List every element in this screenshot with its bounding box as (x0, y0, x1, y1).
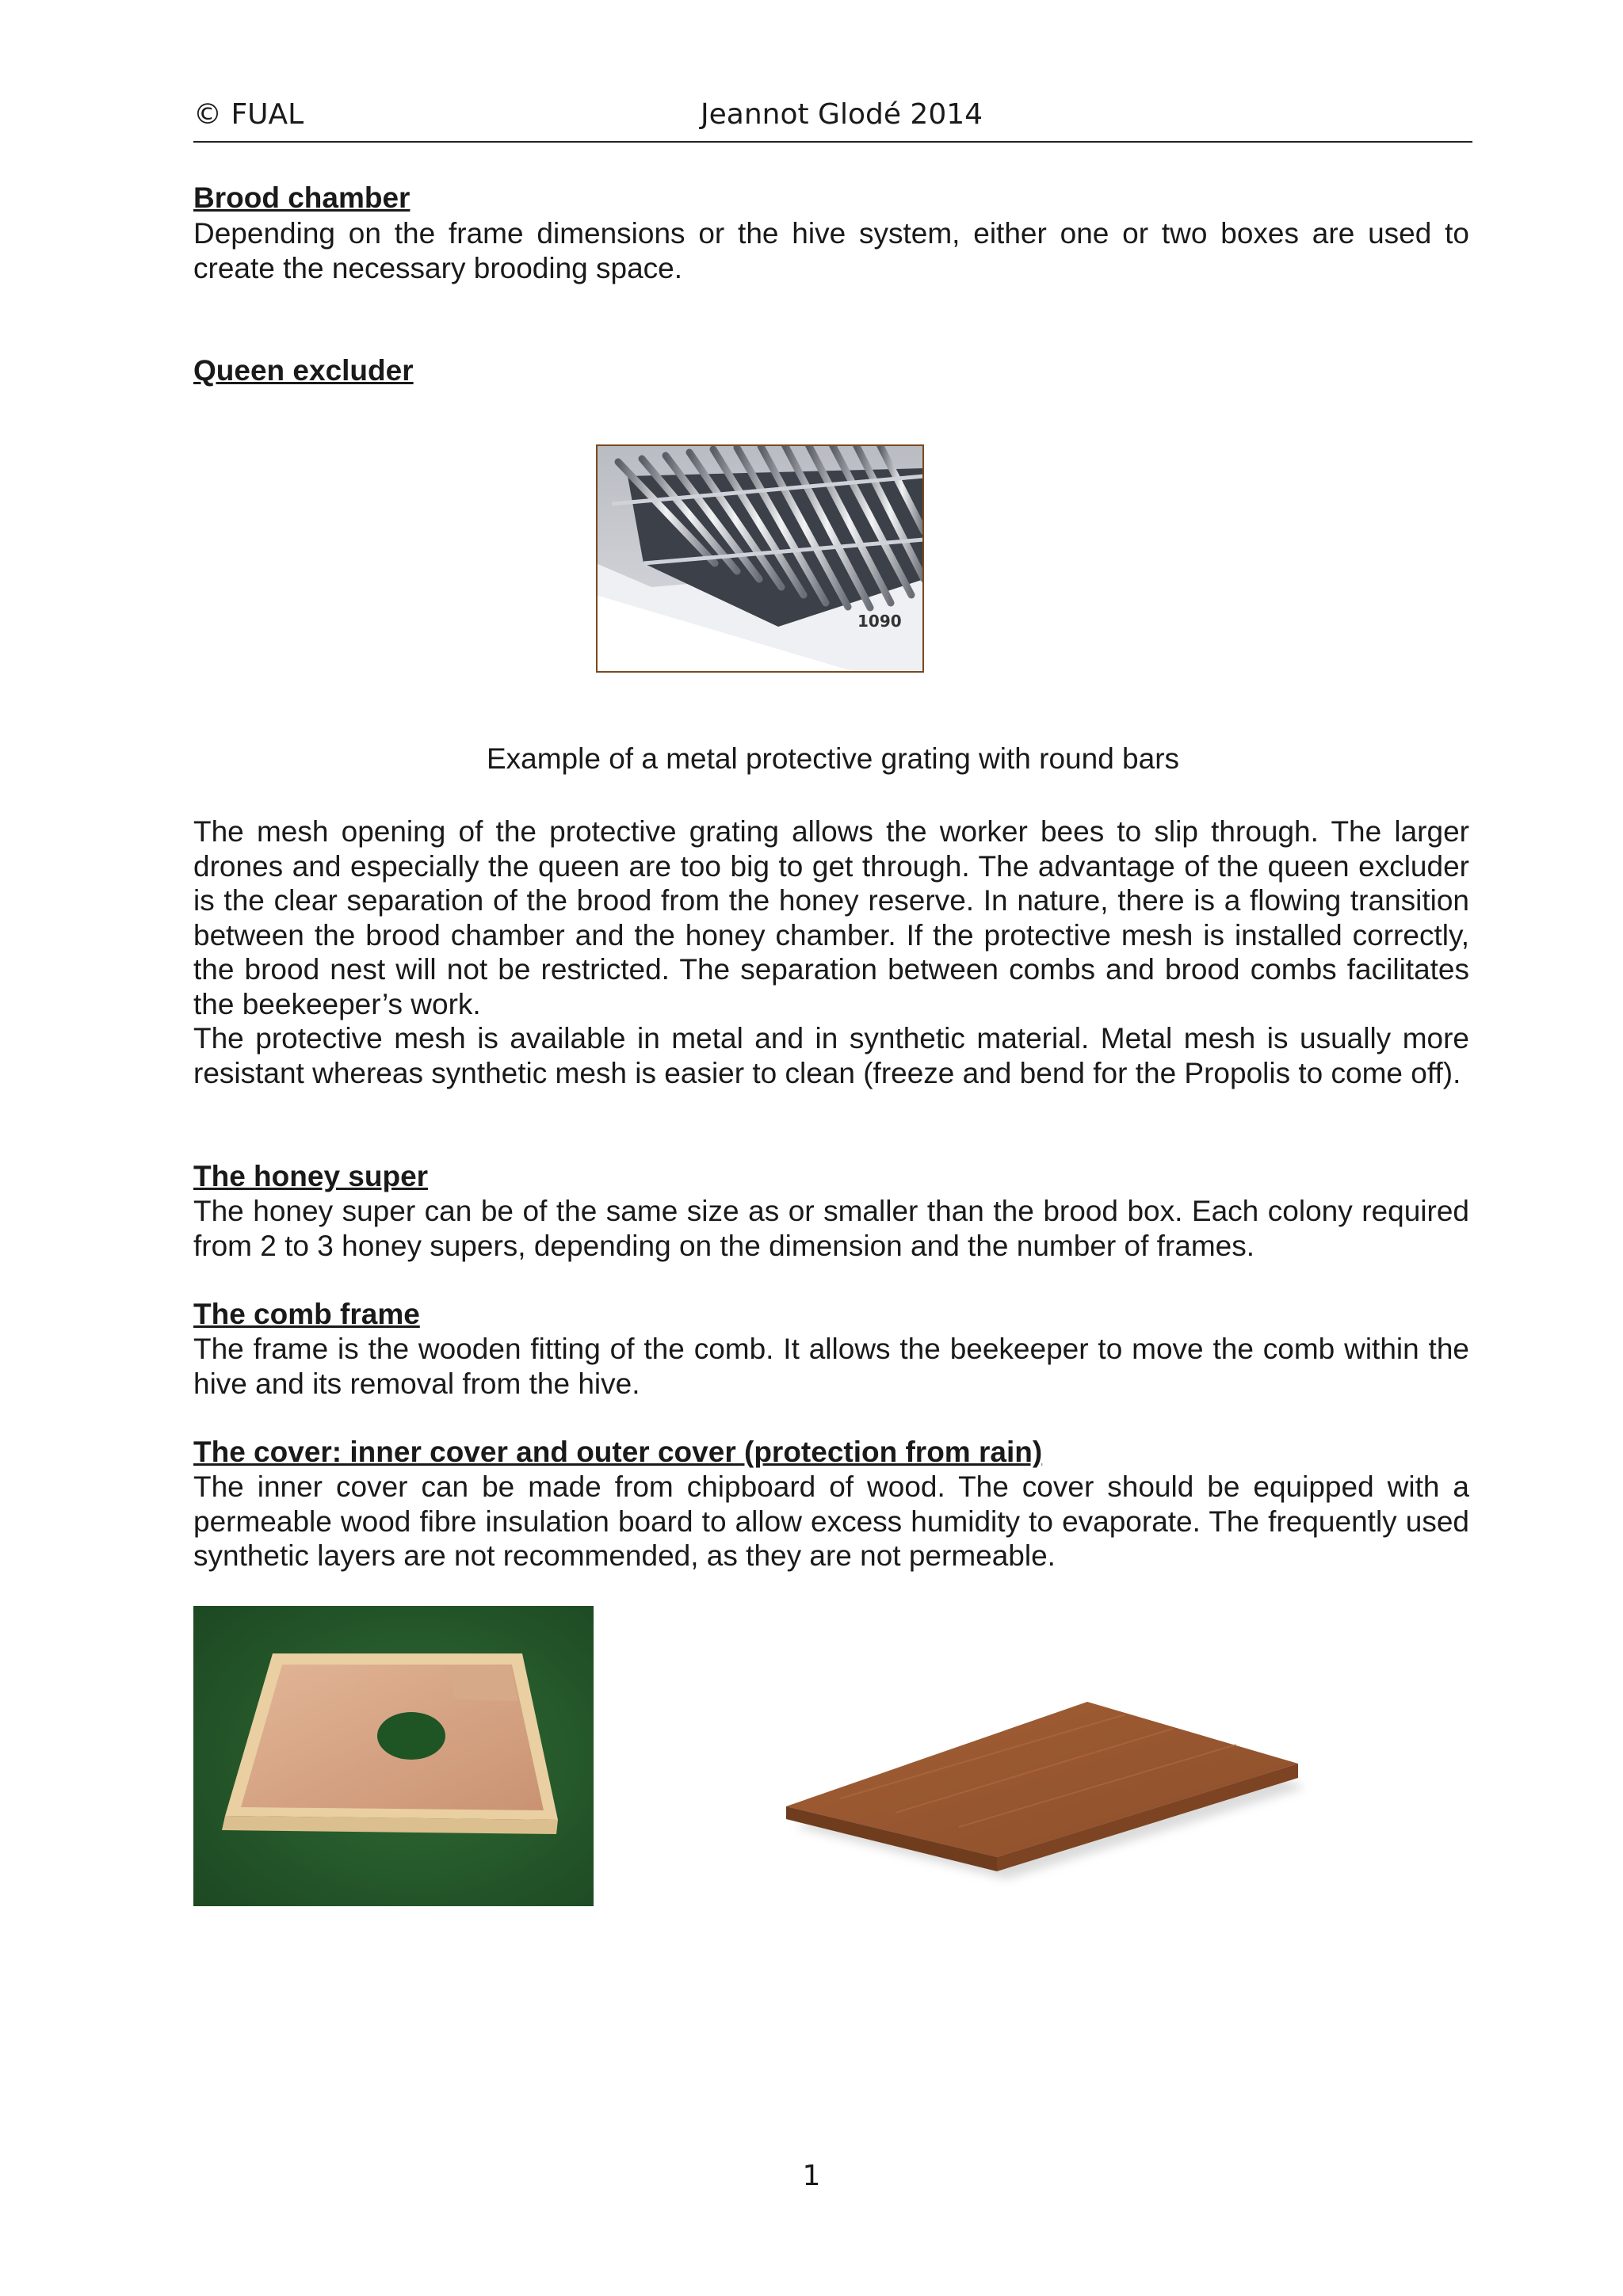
paragraph-queen-excluder-2: The protective mesh is available in metal and in synthetic material. Metal mesh is usually more resistant whereas synthetic mesh is easier to clean (freeze and bend for the Propolis to come off). (193, 1022, 1469, 1089)
paragraph-brood-chamber: Depending on the frame dimensions or the hive system, either one or two boxes are used to create the necessary brooding space. (193, 217, 1469, 284)
paragraph-honey-super: The honey super can be of the same size as or smaller than the brood box. Each colony required from 2 to 3 honey supers, depending on the dimension and the number of frames. (193, 1195, 1469, 1262)
figure-caption-queen-excluder: Example of a metal protective grating with round bars (486, 742, 1180, 775)
section-title-cover: The cover: inner cover and outer cover (protection from rain) (193, 1436, 1043, 1468)
inner-cover-image (193, 1606, 594, 1906)
header-author-year: Jeannot Glodé 2014 (701, 98, 983, 131)
section-title-honey-super: The honey super (193, 1160, 429, 1192)
outer-cover-image (777, 1688, 1316, 1909)
section-title-queen-excluder: Queen excluder (193, 354, 414, 387)
header-copyright: © FUAL (193, 98, 304, 131)
queen-excluder-image (596, 444, 924, 673)
section-title-comb-frame: The comb frame (193, 1298, 420, 1330)
paragraph-queen-excluder-1: The mesh opening of the protective grating allows the worker bees to slip through. The larger drones and especially the queen are too big to get through. The advantage of the queen excluder is the clear separation of the brood from the honey reserve. In nature, there is a flowing transition between the brood chamber and the honey chamber. If the protective mesh is installed correctly, the brood nest will not be restricted. The separation between combs and brood combs facilitates the beekeeper’s work. (193, 815, 1469, 1020)
page-number: 1 (802, 2160, 821, 2192)
paragraph-comb-frame: The frame is the wooden fitting of the comb. It allows the beekeeper to move the comb within the hive and its removal from the hive. (193, 1333, 1469, 1400)
image-label-1090: 1090 (857, 612, 902, 631)
paragraph-cover: The inner cover can be made from chipboard of wood. The cover should be equipped with a permeable wood fibre insulation board to allow excess humidity to evaporate. The frequently used synthetic layers are not recommended, as they are not permeable. (193, 1470, 1469, 1572)
section-title-brood-chamber: Brood chamber (193, 181, 411, 214)
page-header (193, 98, 1472, 143)
